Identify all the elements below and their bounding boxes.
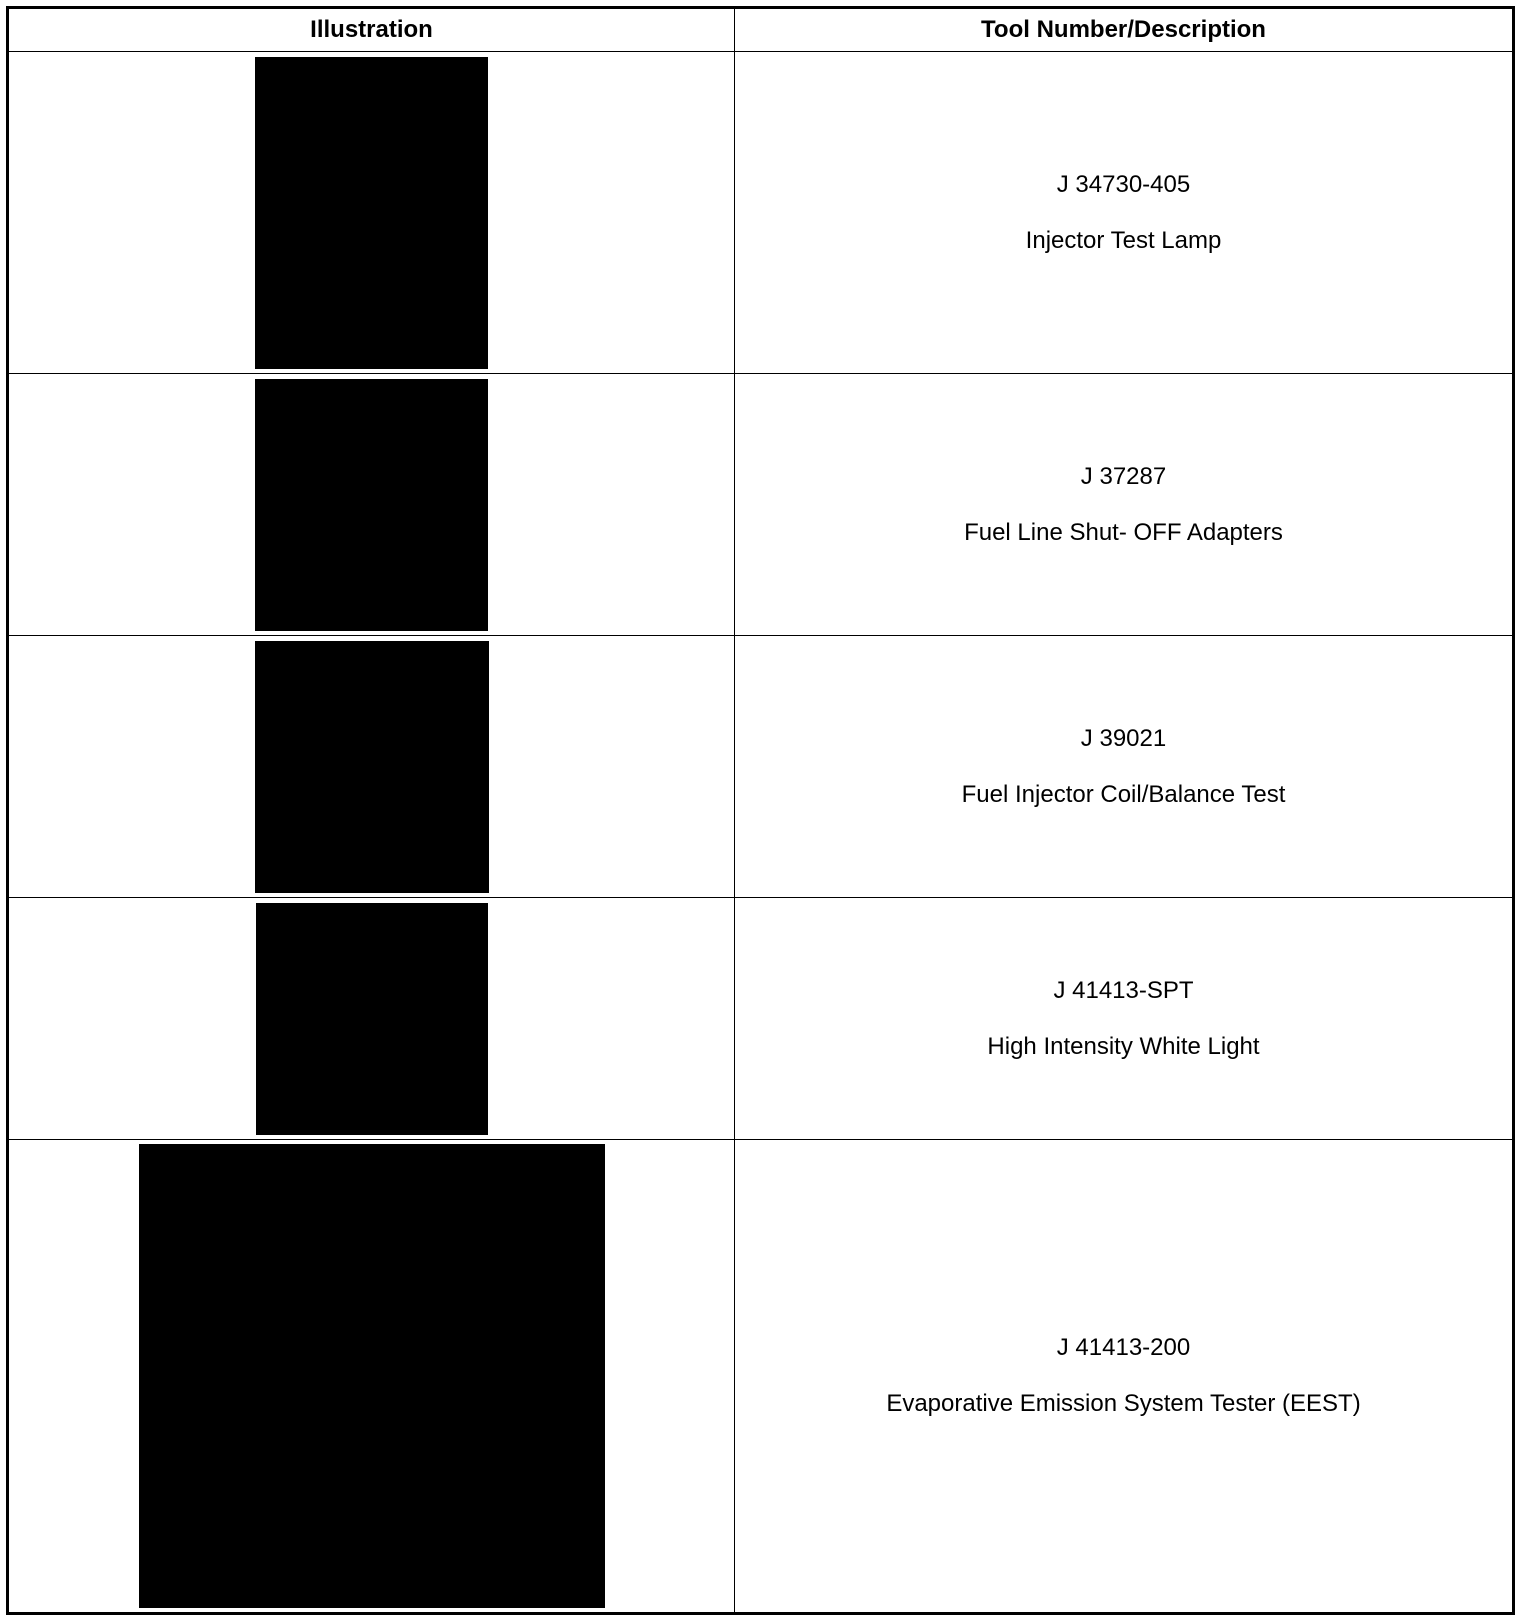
illustration-cell	[8, 636, 735, 898]
tool-illustration-image	[255, 379, 488, 631]
header-row	[8, 8, 1514, 52]
tool-description: Fuel Line Shut- OFF Adapters	[964, 518, 1283, 546]
table-row	[8, 1140, 1514, 1614]
tool-cell	[735, 898, 1514, 1140]
tool-number: J 41413-200	[1056, 1334, 1191, 1361]
tool-cell	[735, 374, 1514, 636]
tool-table	[6, 6, 1515, 1615]
tool-illustration-image	[255, 641, 489, 893]
tool-number: J 39021	[1080, 724, 1167, 752]
illustration-cell	[8, 52, 735, 374]
table-row	[8, 636, 1514, 898]
tool-illustration-image	[256, 903, 488, 1135]
tool-illustration-image	[255, 57, 488, 369]
tool-description: High Intensity White Light	[987, 1032, 1260, 1060]
illustration-header: Illustration	[8, 8, 735, 52]
tool-number: J 37287	[1080, 462, 1167, 490]
tool-cell	[735, 1140, 1514, 1614]
table-row	[8, 374, 1514, 636]
table-row	[8, 898, 1514, 1140]
illustration-cell	[8, 374, 735, 636]
tool-header: Tool Number/Description	[735, 8, 1514, 52]
tool-description: Fuel Injector Coil/Balance Test	[961, 780, 1286, 808]
tool-cell	[735, 636, 1514, 898]
tool-illustration-image	[139, 1144, 605, 1608]
tool-number: J 41413-SPT	[1053, 976, 1194, 1004]
illustration-cell	[8, 1140, 735, 1614]
tool-description: Injector Test Lamp	[1025, 226, 1222, 254]
tool-description: Evaporative Emission System Tester (EEST)	[886, 1390, 1361, 1417]
tool-cell	[735, 52, 1514, 374]
table-row	[8, 52, 1514, 374]
tool-number: J 34730-405	[1056, 170, 1191, 198]
illustration-cell	[8, 898, 735, 1140]
